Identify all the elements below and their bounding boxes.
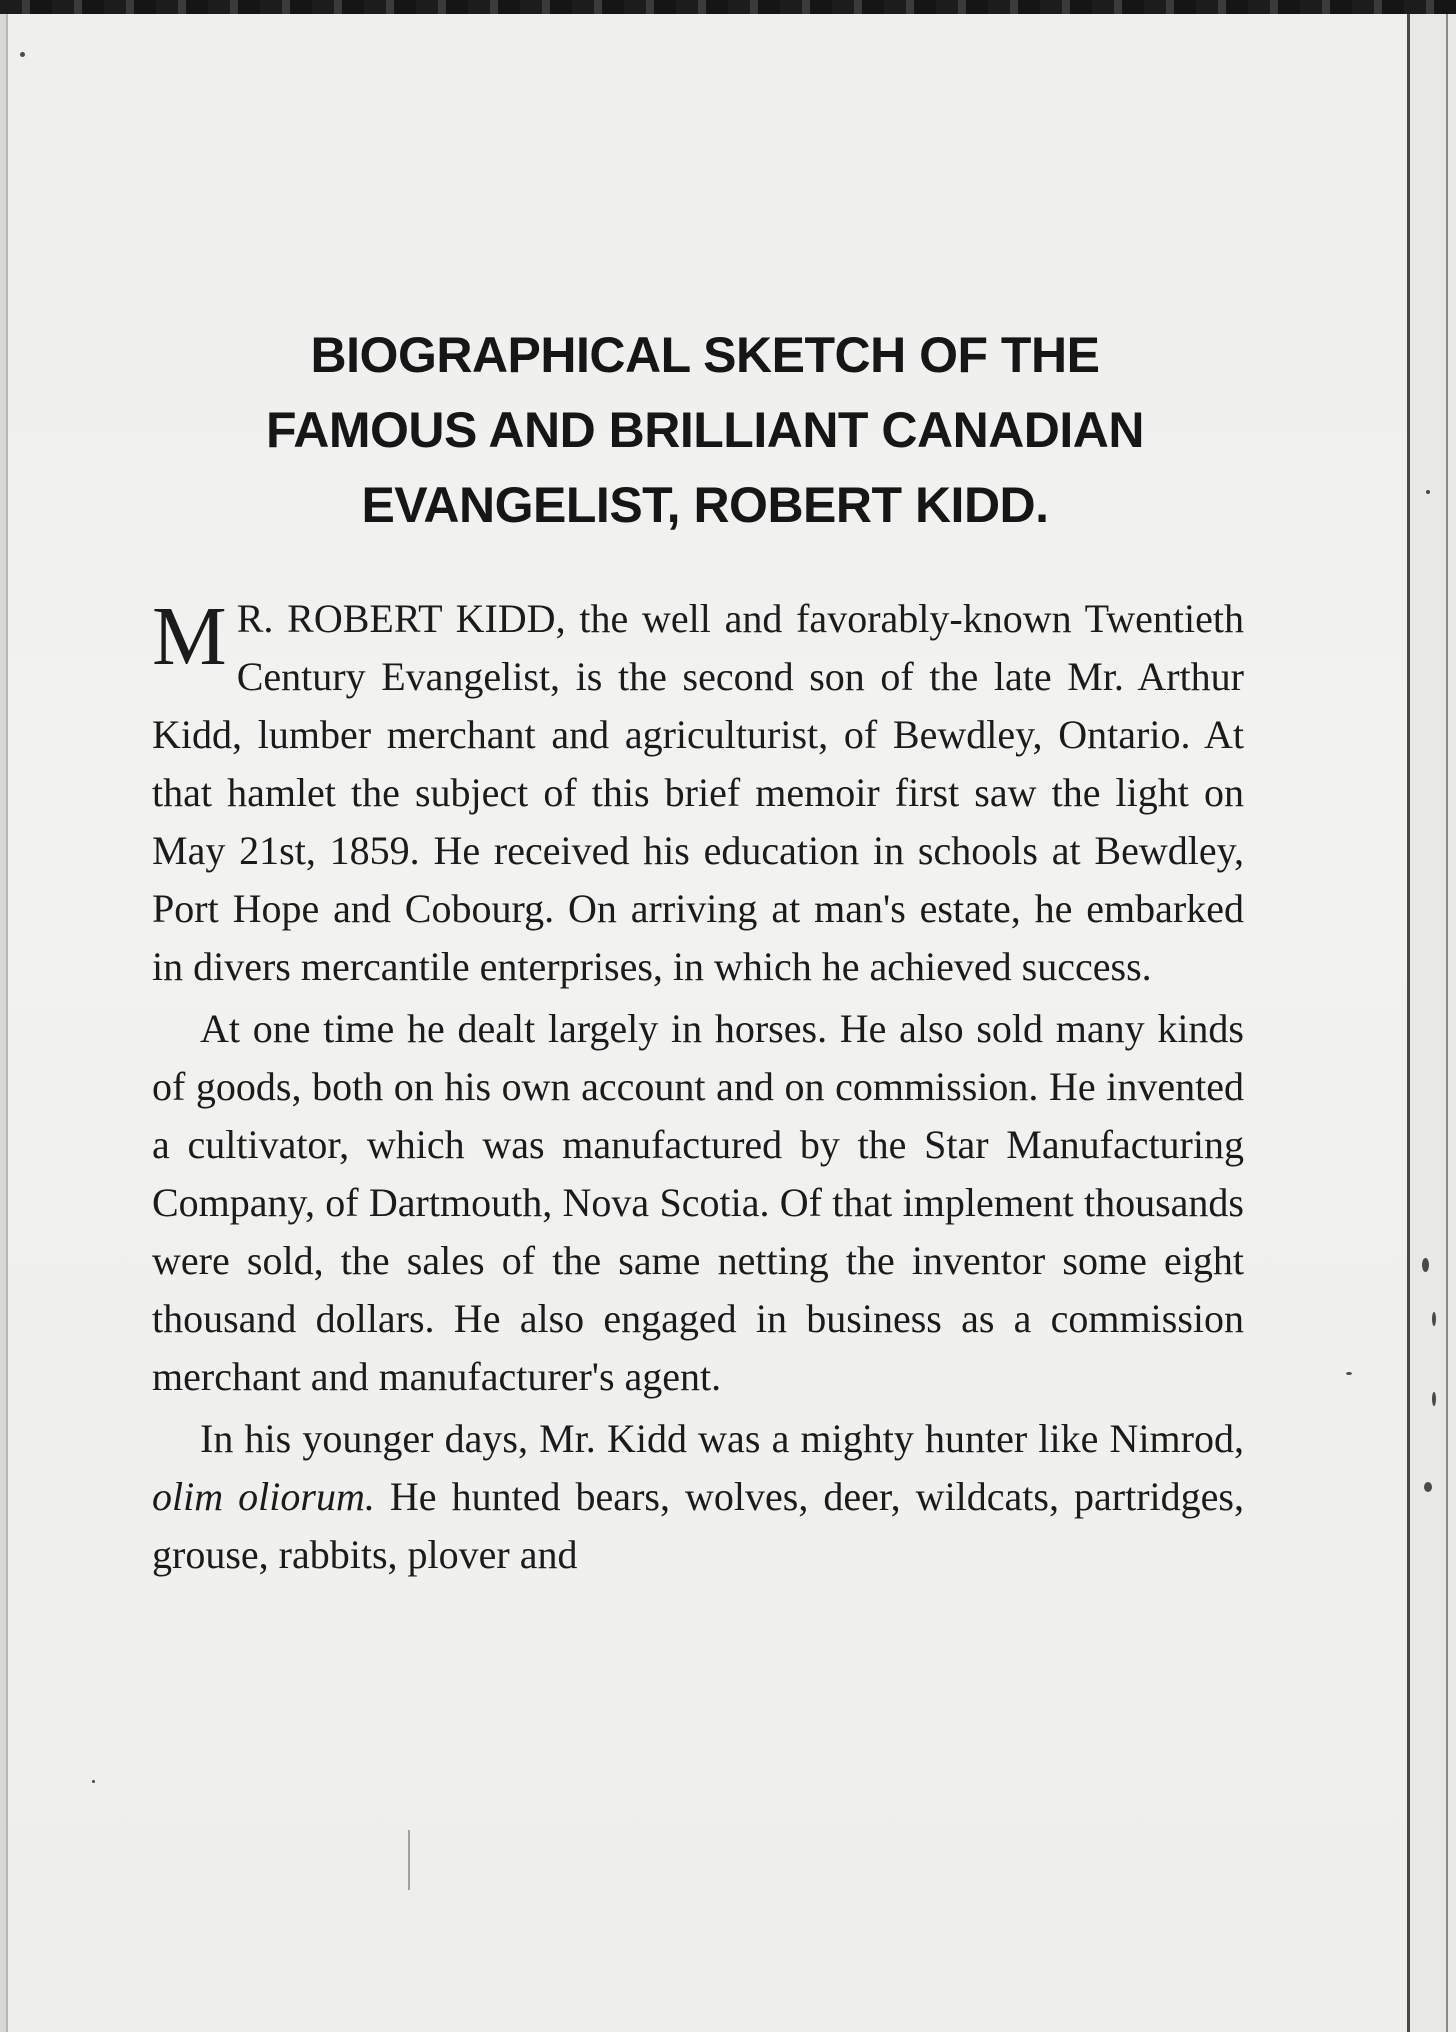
scan-speck [1422, 1258, 1429, 1272]
drop-cap: M [152, 590, 227, 683]
scan-mark [408, 1830, 410, 1890]
title-line-3: EVANGELIST, ROBERT KIDD. [361, 477, 1049, 533]
scan-top-edge [0, 0, 1456, 14]
paragraph-2-text: At one time he dealt largely in horses. He also sold many kinds of goods, both on his own account and on commission. He invented a cultivator, which was manufactured by the Star Manufacturing Company, of Dartmouth, Nova Scotia. Of that implement thousands were sold, the sales of the same netting the inventor some eight thousand dollars. He also engaged in business as a commission merchant and manufacturer's agent. [152, 1006, 1244, 1399]
facing-page-margin [1410, 14, 1456, 2032]
scan-speck [92, 1780, 95, 1783]
article-body [152, 590, 1244, 1584]
paragraph-1 [152, 590, 1244, 996]
title-line-2: FAMOUS AND BRILLIANT CANADIAN [265, 402, 1145, 458]
scan-speck [1426, 490, 1430, 494]
paragraph-2 [152, 1000, 1244, 1406]
paragraph-3-italic: olim oliorum. [152, 1474, 375, 1519]
scan-speck [1432, 1312, 1436, 1326]
scan-speck [1424, 1482, 1432, 1492]
paragraph-3 [152, 1410, 1244, 1584]
paragraph-3-text-after: He hunted bears, wolves, deer, wildcats, partridges, grouse, rabbits, plover and [152, 1474, 1244, 1577]
scan-speck [1346, 1372, 1352, 1375]
paragraph-1-text: R. ROBERT KIDD, the well and favorably-known Twentieth Century Evangelist, is the second son of the late Mr. Arthur Kidd, lumber merchant and agriculturist, of Bewdley, Ontario. At that hamlet the subject of this brief memoir first saw the light on May 21st, 1859. He received his education in schools at Bewdley, Port Hope and Cobourg. On arriving at man's estate, he embarked in divers mercantile enterprises, in which he achieved success. [152, 596, 1244, 989]
title-line-1: BIOGRAPHICAL SKETCH OF THE [310, 327, 1100, 383]
article-title [160, 318, 1250, 543]
scan-speck [20, 52, 25, 57]
scan-speck [1432, 1392, 1436, 1406]
facing-page-edge [1446, 14, 1448, 2032]
paragraph-3-text-before: In his younger days, Mr. Kidd was a mighty hunter like Nimrod, [200, 1416, 1244, 1461]
